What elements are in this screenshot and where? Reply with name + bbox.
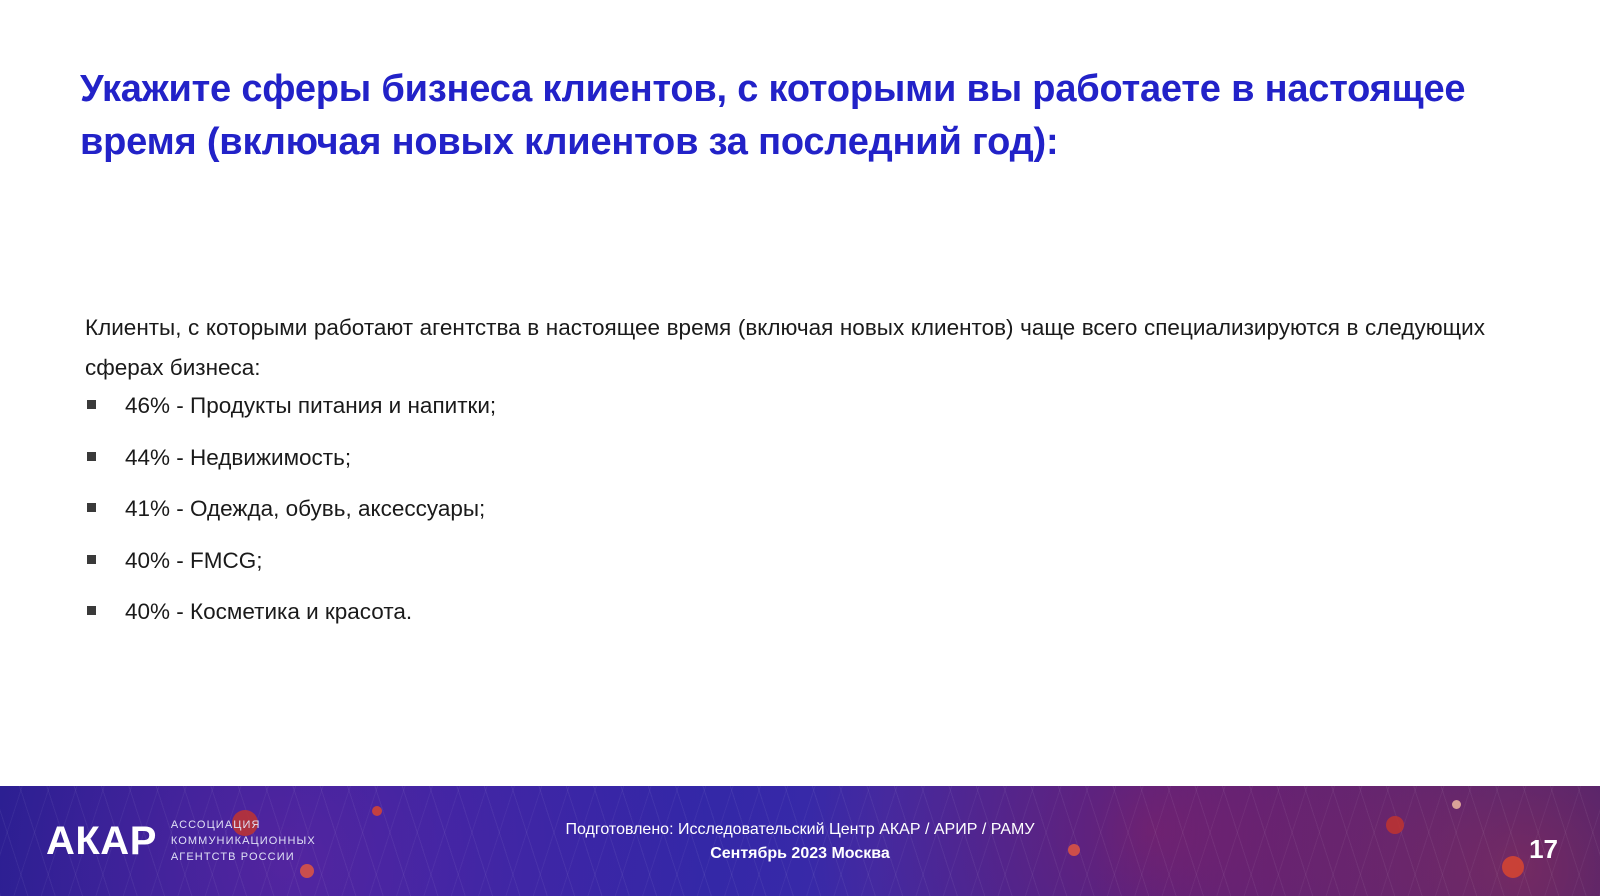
list-item: [85, 495, 1385, 522]
bullet-square-icon: [87, 400, 96, 409]
bullet-square-icon: [87, 555, 96, 564]
logo-subtitle-line-2: КОММУНИКАЦИОННЫХ: [170, 834, 316, 847]
list-item-label: 44% - Недвижимость;: [125, 444, 352, 470]
bullet-square-icon: [87, 503, 96, 512]
slide-footer: [0, 786, 1600, 896]
list-item-label: 40% - Косметика и красота.: [125, 599, 413, 624]
list-item-label: 46% - Продукты питания и напитки;: [125, 393, 497, 418]
logo-subtitle-line-1: АССОЦИАЦИЯ: [170, 819, 261, 831]
list-item-label: 40% - FMCG;: [125, 547, 263, 573]
list-item: [85, 598, 1385, 625]
bullet-square-icon: [87, 606, 96, 615]
footer-date-place: Сентябрь 2023 Москва: [710, 845, 890, 862]
list-item: [85, 392, 1385, 419]
intro-paragraph: Клиенты, с которыми работают агентства в настоящее время (включая новых клиентов) чаще всего специализируются в следующих сферах бизнеса:: [85, 314, 1485, 381]
footer-credit: Подготовлено: Исследовательский Центр АКАР / АРИР / РАМУ: [565, 821, 1035, 838]
bullet-square-icon: [87, 452, 96, 461]
footer-dot: [1452, 800, 1461, 809]
list-item-label: 41% - Одежда, обувь, аксессуары;: [125, 496, 486, 521]
logo-mark: АКАР: [46, 818, 157, 863]
logo-subtitle-line-3: АГЕНТСТВ РОССИИ: [170, 850, 295, 863]
footer-dot: [300, 864, 314, 878]
page-title: Укажите сферы бизнеса клиентов, с которыми вы работаете в настоящее время (включая новых клиентов за последний год):: [80, 68, 1466, 163]
bullet-list: [85, 392, 1385, 650]
footer-credit-block: [0, 818, 1600, 866]
page-number: 17: [1529, 834, 1558, 864]
list-item: [85, 444, 1385, 471]
footer-dot: [372, 806, 382, 816]
list-item: [85, 547, 1385, 574]
